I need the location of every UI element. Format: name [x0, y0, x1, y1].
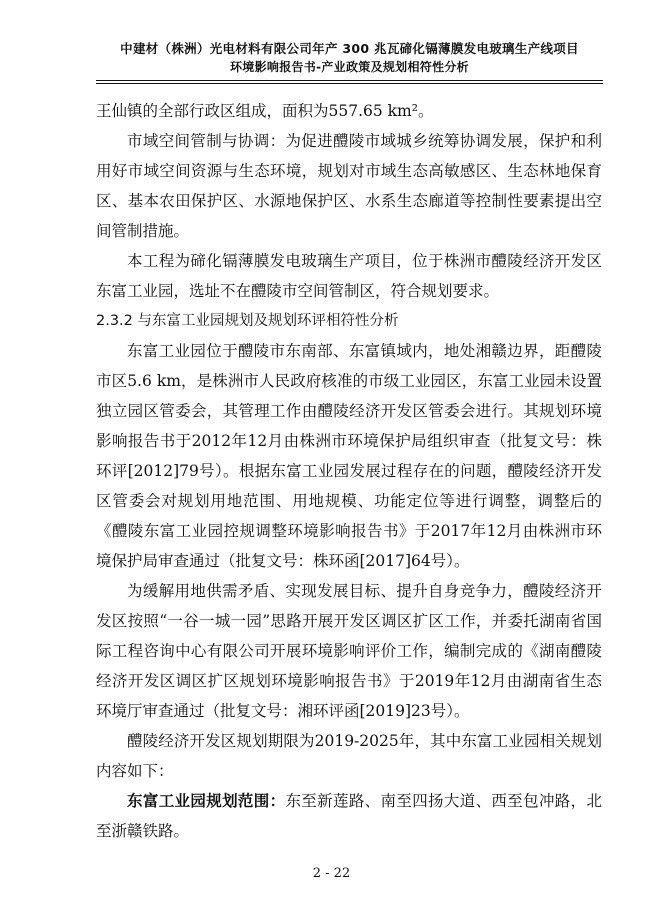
- document-body: [96, 96, 602, 846]
- header-rule-thin: [96, 83, 603, 84]
- page-header: [96, 40, 603, 76]
- header-rule-thick: [96, 80, 603, 81]
- header-section-title: 环境影响报告书-产业政策及规划相符性分析: [230, 60, 469, 74]
- paragraph-dongfu-park: 东富工业园位于醴陵市东南部、东富镇域内，地处湘赣边界，距醴陵市区5.6 km，是株洲市人民政府核准的市级工业园区，东富工业园未设置独立园区管委会，其管理工作由醴陵经济开发区管委会进行。其规划环境影响报告书于2012年12月由株洲市环境保护局组织审查（批复文号：株环评[2012]79号）。根据东富工业园发展过程存在的问题，醴陵经济开发区管委会对规划用地范围、用地规模、功能定位等进行调整，调整后的《醴陵东富工业园控规调整环境影响报告书》于2017年12月由株洲市环境保护局审查通过（批复文号：株环函[2017]64号）。: [96, 342, 602, 570]
- paragraph-planning-period: 醴陵经济开发区规划期限为2019-2025年，其中东富工业园相关规划内容如下：: [96, 732, 602, 780]
- paragraph-spatial-control: 市域空间管制与协调：为促进醴陵市域城乡统筹协调发展，保护和利用好市域空间资源与生态环境，规划对市域生态高敏感区、生态林地保育区、基本农田保护区、水源地保护区、水系生态廊道等控制性要素提出空间管制措施。: [96, 132, 602, 240]
- page-number: 2 - 22: [312, 866, 351, 881]
- section-heading-2-3-2: 2.3.2 与东富工业园规划及规划环评相符性分析: [96, 313, 399, 329]
- paragraph-planning-scope: [96, 786, 602, 846]
- planning-scope-text: 东至新莲路、南至四扬大道、西至包冲路，北至浙赣铁路。: [96, 792, 602, 840]
- paragraph-zone-expansion: 为缓解用地供需矛盾、实现发展目标、提升自身竞争力，醴陵经济开发区按照“一谷一城一园”思路开展开发区调区扩区工作，并委托湖南省国际工程咨询中心有限公司开展环境影响评价工作，编制完成的《湖南醴陵经济开发区调区扩区规划环境影响报告书》于2019年12月由湖南省生态环境厅审查通过（批复文号：湘环评函[2019]23号）。: [96, 582, 602, 720]
- paragraph-project-location: 本工程为碲化镉薄膜发电玻璃生产项目，位于株洲市醴陵经济开发区东富工业园，选址不在醴陵市空间管制区，符合规划要求。: [96, 252, 602, 300]
- paragraph-area: 王仙镇的全部行政区组成，面积为557.65 km²。: [96, 102, 434, 120]
- planning-scope-label: 东富工业园规划范围：: [127, 791, 286, 810]
- header-project-title: 中建材（株洲）光电材料有限公司年产 300 兆瓦碲化镉薄膜发电玻璃生产线项目: [120, 41, 579, 56]
